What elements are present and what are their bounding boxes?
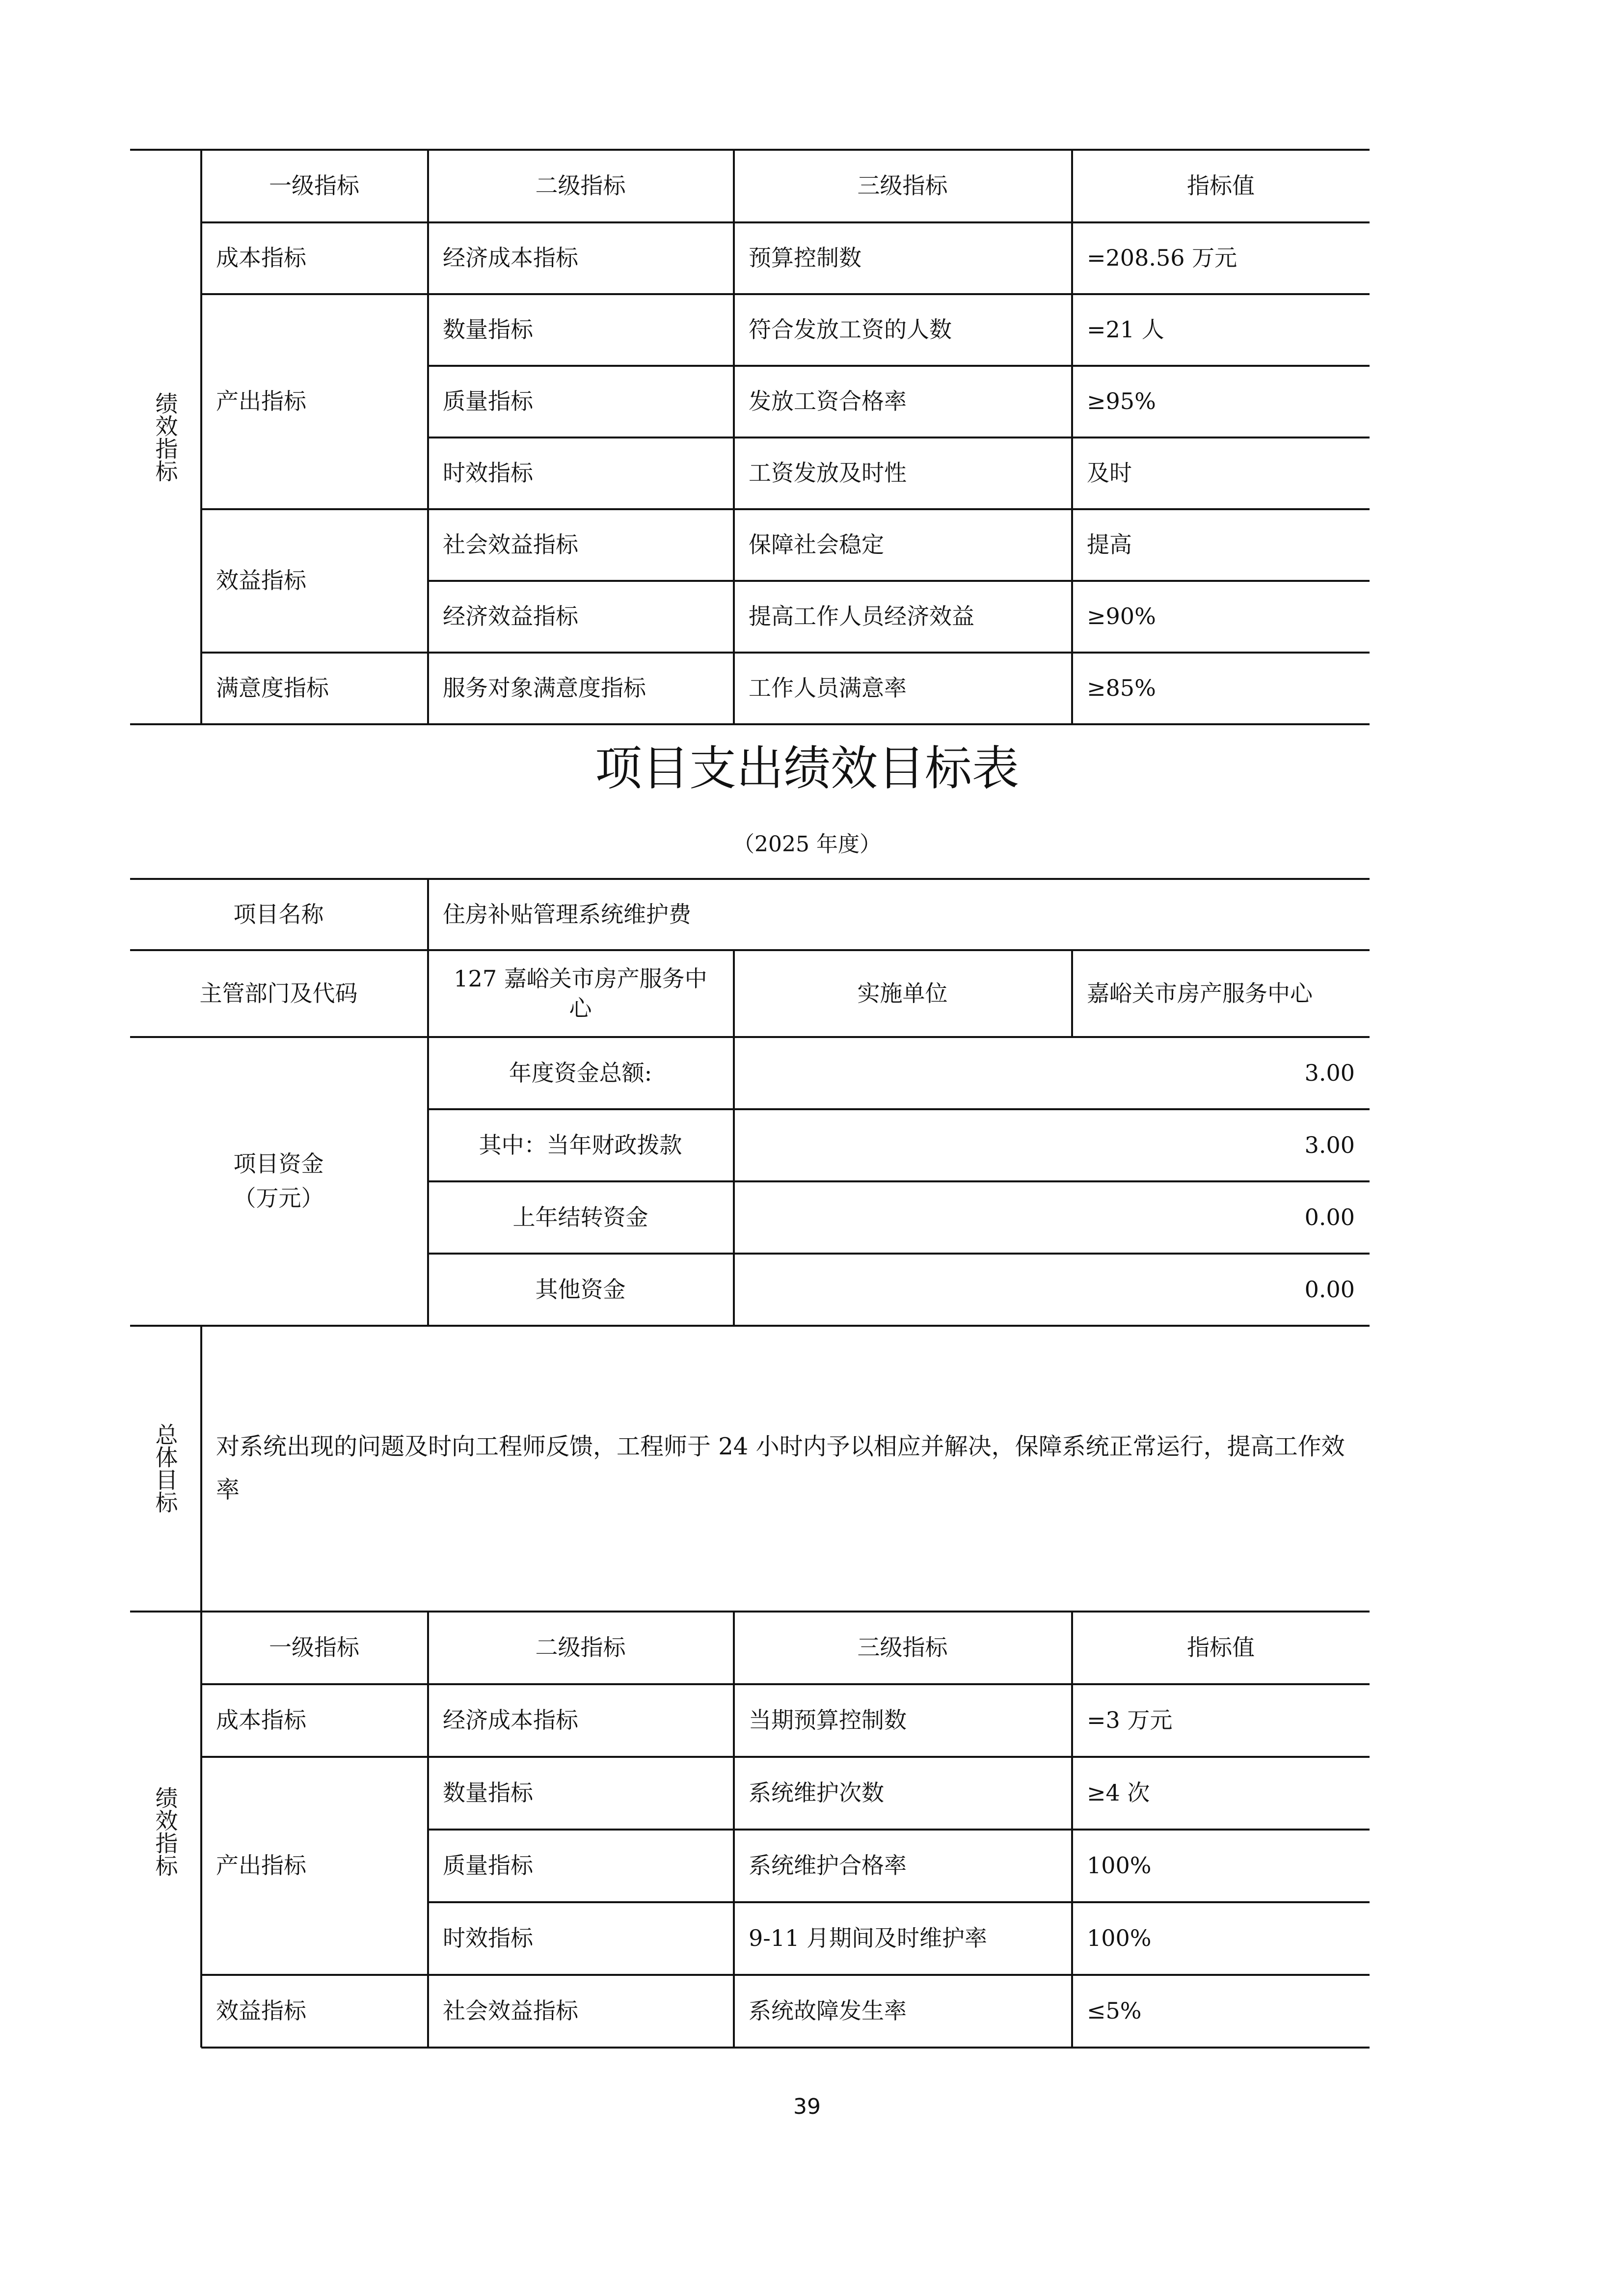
table-row-level3: 符合发放工资的人数 — [749, 316, 952, 343]
table-row-level3: 预算控制数 — [749, 245, 861, 271]
page-number: 39 — [793, 2094, 821, 2119]
table-row-value: ≤5% — [1087, 1997, 1142, 2024]
table-row-value: 提高 — [1087, 531, 1132, 558]
page-title: 项目支出绩效目标表 — [595, 741, 1019, 796]
goal-text-cell — [201, 1326, 1370, 1611]
level1-output: 产出指标 — [216, 1852, 306, 1879]
level1-satisfaction: 满意度指标 — [216, 675, 329, 701]
table-row-level3: 9-11 月期间及时维护率 — [749, 1925, 987, 1951]
funds-total-value: 3.00 — [1304, 1059, 1355, 1086]
table-row-level2: 质量指标 — [443, 1852, 533, 1879]
header-level2: 二级指标 — [535, 172, 626, 199]
table-row-level3: 系统维护合格率 — [749, 1852, 907, 1879]
table-row-value: ≥85% — [1087, 675, 1156, 701]
funds-other-value: 0.00 — [1304, 1276, 1355, 1303]
level1-cost: 成本指标 — [216, 245, 306, 271]
table-row-level2: 质量指标 — [443, 388, 533, 414]
table-row-level3: 系统故障发生率 — [749, 1997, 907, 2024]
funds-other-label: 其他资金 — [535, 1276, 626, 1303]
funds-fiscal-label: 其中：当年财政拨款 — [479, 1131, 682, 1158]
goal-label: 总体目标 — [152, 1423, 179, 1513]
dept-value: 127 嘉峪关市房产服务中心 — [454, 965, 707, 1021]
level1-benefit: 效益指标 — [216, 1997, 306, 2024]
table-row-value: =3 万元 — [1087, 1707, 1173, 1733]
funds-label: 项目资金 — [233, 1150, 324, 1177]
table-row-value: ≥95% — [1087, 388, 1156, 414]
table-row-value: ≥4 次 — [1087, 1779, 1150, 1806]
level1-benefit: 效益指标 — [216, 567, 306, 594]
table-row-level2: 社会效益指标 — [443, 1997, 578, 2024]
funds-unit: （万元） — [233, 1185, 324, 1211]
table-row-value: 及时 — [1087, 460, 1132, 486]
table-row-level3: 保障社会稳定 — [749, 531, 884, 558]
funds-label-cell — [130, 1037, 427, 1325]
header-level3: 三级指标 — [857, 1634, 948, 1661]
table-row-level3: 发放工资合格率 — [749, 388, 907, 414]
table-row-level2: 经济成本指标 — [443, 245, 578, 271]
table-row-level2: 数量指标 — [443, 316, 533, 343]
table-row-level3: 工资发放及时性 — [749, 460, 907, 486]
funds-carryover-value: 0.00 — [1304, 1203, 1355, 1230]
funds-fiscal-value: 3.00 — [1304, 1131, 1355, 1158]
funds-total-label: 年度资金总额: — [509, 1059, 652, 1086]
header-level3: 三级指标 — [857, 172, 948, 199]
table-row-level2: 数量指标 — [443, 1779, 533, 1806]
project-name-label: 项目名称 — [233, 901, 324, 928]
impl-value: 嘉峪关市房产服务中心 — [1087, 980, 1313, 1007]
funds-carryover-label: 上年结转资金 — [512, 1203, 648, 1230]
table-row-level3: 工作人员满意率 — [749, 675, 907, 701]
dept-label: 主管部门及代码 — [199, 980, 358, 1007]
project-name-value: 住房补贴管理系统维护费 — [443, 901, 691, 928]
header-level2: 二级指标 — [535, 1634, 626, 1661]
header-value: 指标值 — [1187, 1634, 1255, 1661]
table-row-level2: 经济效益指标 — [443, 603, 578, 629]
table-row-value: =208.56 万元 — [1087, 245, 1237, 271]
table-row-level3: 当期预算控制数 — [749, 1707, 907, 1733]
performance-side-label: 绩效指标 — [152, 392, 179, 482]
impl-label: 实施单位 — [857, 980, 948, 1007]
level1-output: 产出指标 — [216, 388, 306, 414]
table-row-level2: 时效指标 — [443, 460, 533, 486]
performance-side-label-2: 绩效指标 — [152, 1786, 179, 1877]
table-row-level3: 系统维护次数 — [749, 1779, 884, 1806]
table-row-value: 100% — [1087, 1925, 1152, 1951]
goal-text: 对系统出现的问题及时向工程师反馈，工程师于 24 小时内予以相应并解决，保障系统正常运行，提高工作效率 — [216, 1433, 1345, 1503]
table-row-level2: 经济成本指标 — [443, 1707, 578, 1733]
table-row-level3: 提高工作人员经济效益 — [749, 603, 974, 629]
header-level1: 一级指标 — [269, 1634, 359, 1661]
header-level1: 一级指标 — [269, 172, 359, 199]
table-row-value: =21 人 — [1087, 316, 1164, 343]
table-row-level2: 服务对象满意度指标 — [443, 675, 646, 701]
table-row-level2: 时效指标 — [443, 1925, 533, 1951]
table-row-value: ≥90% — [1087, 603, 1156, 629]
level1-cost: 成本指标 — [216, 1707, 306, 1733]
header-value: 指标值 — [1187, 172, 1255, 199]
table-row-level2: 社会效益指标 — [443, 531, 578, 558]
table-row-value: 100% — [1087, 1852, 1152, 1879]
page-subtitle: （2025 年度） — [733, 832, 881, 857]
